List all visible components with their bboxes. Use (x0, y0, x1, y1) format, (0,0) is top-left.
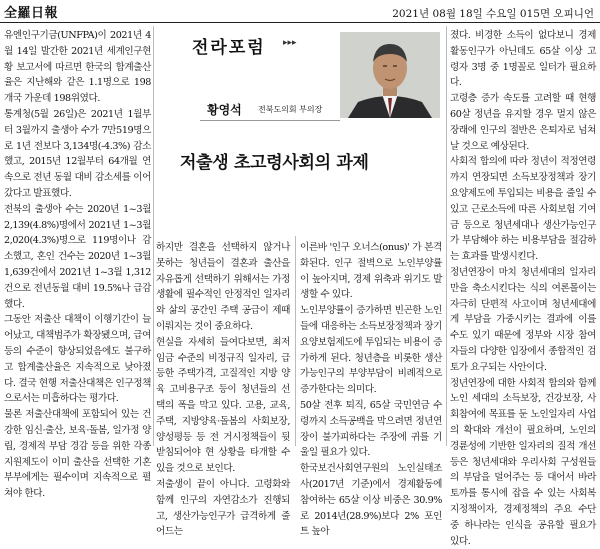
column-divider (153, 26, 154, 446)
paragraph: 사회적 합의에 따라 정년이 적정연령까지 연장되면 소득보장정책과 장기요양제도에 투입되는 비용을 줄일 수 있고 근로소득에 따른 사회보험 기여금 등으로 청년세대나 생산가능인구가 부담해야 하는 비용부담을 절감하는 효과를 발생시킨다. (450, 156, 596, 263)
column-divider (295, 236, 296, 446)
dateline: 2021년 08월 18일 수요일 015면 오피니언 (392, 8, 594, 20)
paragraph: 한국보건사회연구원의 노인실태조사(2017년 기준)에서 경제활동에 참여하는 65살 이상 비중은 30.9%로 2014년(28.9%)보다 2% 포인트 높아 (300, 463, 442, 538)
paragraph: 50살 전후 퇴직, 65살 국민연금 수령까지 소득공백을 막으려면 정년연장이 불가피하다는 주장에 귀를 기울일 필요가 있다. (300, 399, 442, 459)
paragraph: 노인부양률이 증가하면 빈곤한 노인들에 대응하는 소득보장정책과 장기요양보험제도에 투입되는 비용이 증가하게 된다. 청년층을 비롯한 생산가능인구의 부양부담이 비례적으로 증가한다는 의미다. (300, 305, 442, 396)
paragraph: 물론 저출산대책에 포함되어 있는 건강한 임신·출산, 보육·돌봄, 일가정 양립, 경제적 부담 경감 등을 위한 각종 지원제도이 이미 출산을 선택한 기혼부부에게는 필수이며 지속적으로 펼쳐야 한다. (4, 409, 151, 500)
author-photo (340, 32, 440, 118)
paragraph: 고령층 증가 속도를 고려할 때 현행 60살 정년을 유지할 경우 멀지 않은 장래에 인구의 절반은 은퇴자로 넘쳐날 것으로 예상된다. (450, 93, 596, 152)
paragraph: 저출생이 끝이 아니다. 고령화와 함께 인구의 자연감소가 진행되고, 생산가능인구가 급격하게 줄어드는 (156, 478, 290, 538)
author-title: 전북도의회 부의장 (258, 105, 323, 114)
paragraph: 현실을 자세히 들여다보면, 최저임금 수준의 비정규직 일자리, 급등한 주택가격, 고질적인 지방 양육 고비용구조 등이 청년들의 선택의 폭을 막고 있다. 고용, 교육, 주택, 지방양육·돌봄의 사회보장, 양성평등 등 전 거시정책들이 뒷받침되어야 현 상황을 타개할 수 있을 것으로 보인다. (156, 336, 290, 475)
section-label: 전라포럼 (192, 38, 266, 58)
paragraph: 정년연장이 마치 청년세대의 일자리만을 축소시킨다는 식의 여론몰이는 자극히 단편적 사고이며 청년세대에게 부담을 가중시키는 결과에 이를 수도 있기 때문에 정부와 시장 참여자들의 다양한 입장에서 종합적인 검토가 요구되는 사안이다. (450, 266, 596, 373)
divider (200, 120, 340, 121)
newspaper-logo: 全羅日報 (4, 6, 59, 21)
author-name: 황영석 (207, 103, 242, 117)
paragraph: 졌다. 비경한 소득이 없다보니 경제활동인구가 아닌데도 65살 이상 고령자 3명 중 1명꼴로 일터가 필요하다. (450, 30, 596, 89)
article-column-mid2 (300, 240, 442, 540)
section-arrows-icon: ▸▸▸ (283, 38, 297, 48)
article-headline: 저출생 초고령사회의 과제 (180, 153, 369, 173)
paragraph: 유엔인구기금(UNFPA)이 2021년 4월 14일 발간한 2021년 세계인구현황 보고서에 따르면 한국의 합계출산율은 지난해와 같은 1.1명으로 198개국 가운데 198위였다. (4, 30, 151, 105)
paragraph: 전북의 출생아 수는 2020년 1~3월 2,139(4.8%)명에서 2021년 1~3월 2,020(4.3%)명으로 119명이나 감소했고, 혼인 건수는 2020년 1~3월 1,639건에서 2021년 1~3월 1,312건으로 전년동월 대비 19.5%나 급감했다. (4, 203, 151, 310)
paragraph: 그동안 저출산 대책이 이행기간이 늘어났고, 대책범주가 확장됐으며, 급여 등의 수준이 향상되었음에도 불구하고 합계출산율은 지속적으로 낮아졌다. 결국 현행 저출산대책은 인구정책으로서는 미흡하다는 평가다. (4, 314, 151, 405)
column-divider (446, 26, 447, 446)
article-column-right (450, 28, 596, 549)
paragraph: 이른바 '인구 오너스(onus)' 가 본격화된다. 인구 절벽으로 노인부양률이 높아지며, 경제 위축과 위기도 발생할 수 있다. (300, 242, 442, 301)
article-column-mid1 (156, 240, 290, 540)
masthead (0, 0, 600, 23)
paragraph: 정년연장에 대한 사회적 합의와 함께 노인 세대의 소득보장, 건강보장, 사회참여에 목표를 둔 노인일자리 사업의 확대와 개선이 필요하며, 노인의 경륜성에 기반한 일자리의 질적 개선 등은 청년세대와 우리사회 구성원들의 부담을 덜어주는 등 대어서 바라 토까를 통시에 잡을 수 있는 사회복지정책이자, 경제정책의 주요 수단 중 하나라는 인식을 공유할 필요가 있다. (450, 377, 596, 547)
paragraph: 하지만 결혼을 선택하지 않거나 못하는 청년들이 결혼과 출산을 자유롭게 선택하기 위해서는 가정생활에 필수적인 안정적인 일자리와 삶의 공간인 주택 공급이 제때 이뤄지는 것이 중요하다. (156, 242, 290, 332)
article-column-left (4, 28, 151, 502)
paragraph: 통계청(5월 26일)은 2021년 1월부터 3월까지 출생아 수가 7만519명으로 1년 전보다 3,134명(-4.3%) 감소했고, 2015년 12월부터 64개월 연속으로 전년 동월 대비 감소세를 이어갔다고 발표했다. (4, 108, 151, 199)
